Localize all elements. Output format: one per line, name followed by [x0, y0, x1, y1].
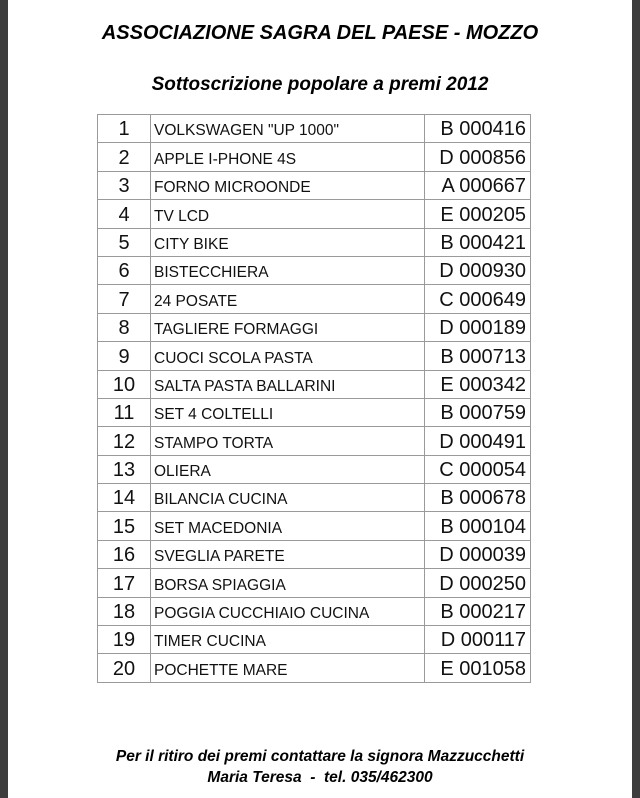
prize-number: 1: [98, 115, 151, 143]
footer-phone-line: Maria Teresa - tel. 035/462300: [207, 769, 433, 786]
prize-table: [97, 114, 531, 683]
prize-row: [98, 285, 531, 313]
winning-ticket: D 000491: [425, 427, 531, 455]
prize-number: 5: [98, 228, 151, 256]
prize-item: FORNO MICROONDE: [151, 171, 425, 199]
prize-number: 6: [98, 256, 151, 284]
prize-item: POGGIA CUCCHIAIO CUCINA: [151, 597, 425, 625]
winning-ticket: B 000713: [425, 342, 531, 370]
prize-item: TAGLIERE FORMAGGI: [151, 313, 425, 341]
winning-ticket: D 000189: [425, 313, 531, 341]
prize-row: [98, 342, 531, 370]
prize-row: [98, 597, 531, 625]
prize-row: [98, 654, 531, 682]
prize-item: CUOCI SCOLA PASTA: [151, 342, 425, 370]
winning-ticket: C 000054: [425, 455, 531, 483]
prize-number: 10: [98, 370, 151, 398]
prize-item: TV LCD: [151, 200, 425, 228]
winning-ticket: B 000104: [425, 512, 531, 540]
prize-row: [98, 540, 531, 568]
prize-number: 3: [98, 171, 151, 199]
prize-row: [98, 115, 531, 143]
prize-row: [98, 228, 531, 256]
winning-ticket: D 000250: [425, 569, 531, 597]
prize-number: 17: [98, 569, 151, 597]
prize-row: [98, 200, 531, 228]
winning-ticket: D 000930: [425, 256, 531, 284]
winning-ticket: B 000416: [425, 115, 531, 143]
prize-item: TIMER CUCINA: [151, 626, 425, 654]
prize-item: 24 POSATE: [151, 285, 425, 313]
winning-ticket: E 000342: [425, 370, 531, 398]
winning-ticket: B 000678: [425, 484, 531, 512]
document-page: [8, 0, 632, 798]
prize-item: APPLE I-PHONE 4S: [151, 143, 425, 171]
winning-ticket: A 000667: [425, 171, 531, 199]
prize-number: 13: [98, 455, 151, 483]
winning-ticket: B 000421: [425, 228, 531, 256]
prize-row: [98, 427, 531, 455]
prize-row: [98, 370, 531, 398]
prize-row: [98, 256, 531, 284]
prize-item: SET MACEDONIA: [151, 512, 425, 540]
prize-number: 19: [98, 626, 151, 654]
prize-row: [98, 143, 531, 171]
prize-number: 8: [98, 313, 151, 341]
prize-row: [98, 512, 531, 540]
prize-row: [98, 455, 531, 483]
page-title: ASSOCIAZIONE SAGRA DEL PAESE - MOZZO: [101, 22, 539, 44]
prize-item: VOLKSWAGEN "UP 1000": [151, 115, 425, 143]
winning-ticket: D 000117: [425, 626, 531, 654]
prize-number: 2: [98, 143, 151, 171]
prize-item: POCHETTE MARE: [151, 654, 425, 682]
prize-number: 4: [98, 200, 151, 228]
prize-item: SALTA PASTA BALLARINI: [151, 370, 425, 398]
prize-item: BORSA SPIAGGIA: [151, 569, 425, 597]
winning-ticket: B 000759: [425, 398, 531, 426]
winning-ticket: D 000039: [425, 540, 531, 568]
winning-ticket: D 000856: [425, 143, 531, 171]
prize-item: CITY BIKE: [151, 228, 425, 256]
winning-ticket: E 000205: [425, 200, 531, 228]
prize-row: [98, 171, 531, 199]
prize-number: 12: [98, 427, 151, 455]
prize-number: 14: [98, 484, 151, 512]
prize-item: SVEGLIA PARETE: [151, 540, 425, 568]
prize-number: 20: [98, 654, 151, 682]
footer-contact-line: Per il ritiro dei premi contattare la signora Mazzucchetti: [115, 748, 525, 765]
prize-row: [98, 626, 531, 654]
prize-number: 11: [98, 398, 151, 426]
winning-ticket: C 000649: [425, 285, 531, 313]
winning-ticket: E 001058: [425, 654, 531, 682]
prize-number: 7: [98, 285, 151, 313]
prize-number: 15: [98, 512, 151, 540]
winning-ticket: B 000217: [425, 597, 531, 625]
prize-row: [98, 313, 531, 341]
page-subtitle: Sottoscrizione popolare a premi 2012: [151, 74, 489, 95]
prize-item: SET 4 COLTELLI: [151, 398, 425, 426]
prize-number: 18: [98, 597, 151, 625]
prize-row: [98, 569, 531, 597]
prize-row: [98, 398, 531, 426]
prize-item: BISTECCHIERA: [151, 256, 425, 284]
prize-number: 9: [98, 342, 151, 370]
prize-item: BILANCIA CUCINA: [151, 484, 425, 512]
prize-item: OLIERA: [151, 455, 425, 483]
prize-row: [98, 484, 531, 512]
prize-item: STAMPO TORTA: [151, 427, 425, 455]
prize-number: 16: [98, 540, 151, 568]
